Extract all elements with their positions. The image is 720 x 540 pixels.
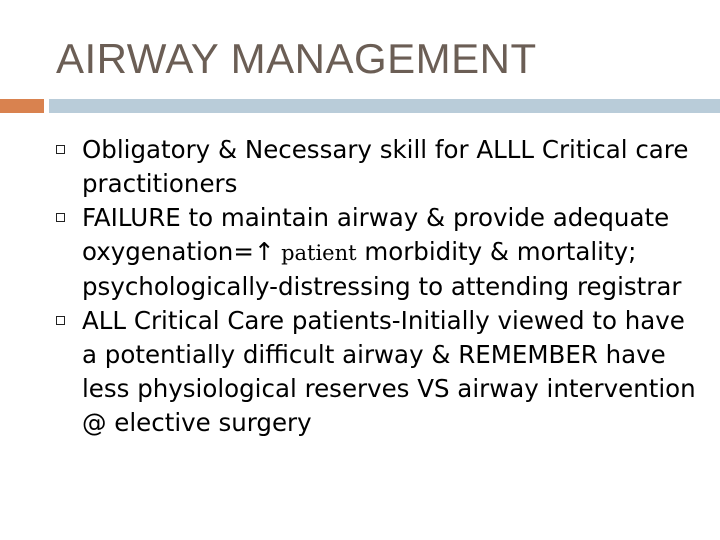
title-divider-bar	[49, 99, 720, 113]
bullet-text: Obligatory & Necessary skill for ALLL Critical care practitioners	[82, 135, 689, 198]
bullet-text-start: FAILURE to maintain airway & provide adequate oxygenation=↑	[82, 203, 670, 266]
bullet-list	[56, 133, 696, 440]
bullet-text: ALL Critical Care patients-Initially viewed to have a potentially difficult airway & REMEMBER have less physiological reserves VS airway intervention @ elective surgery	[82, 306, 696, 437]
bullet-text-serif-word: patient	[274, 241, 357, 265]
bullet-text-end: morbidity & mortality; psychologically-distressing to attending registrar	[82, 237, 682, 301]
square-bullet-icon	[56, 316, 65, 325]
square-bullet-icon	[56, 145, 65, 154]
title-divider-accent	[0, 99, 44, 113]
bullet-item	[56, 304, 696, 440]
bullet-item	[56, 201, 696, 304]
slide-title: AIRWAY MANAGEMENT	[56, 35, 537, 82]
square-bullet-icon	[56, 213, 65, 222]
bullet-item	[56, 133, 696, 201]
